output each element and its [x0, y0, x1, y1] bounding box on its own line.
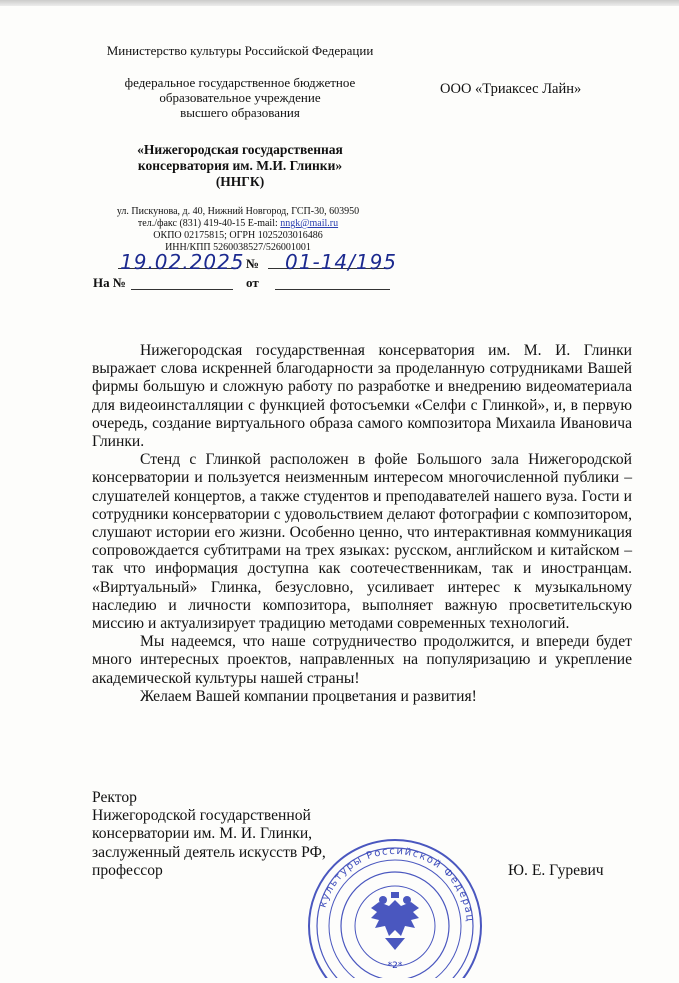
- ot-line: [275, 289, 390, 290]
- signature-title: Ректор Нижегородской государственной консерватории им. М. И. Глинки, заслуженный деятель искусств РФ, профессор: [92, 789, 326, 879]
- email-link[interactable]: nngk@mail.ru: [280, 218, 339, 229]
- scan-top-edge: [0, 0, 679, 6]
- org-name: «Нижегородская государственная консерватория им. М.И. Глинки» (ННГК): [137, 142, 343, 189]
- ministry-line: Министерство культуры Российской Федерации: [106, 43, 374, 58]
- paragraph: Стенд с Глинкой расположен в фойе Большого зала Нижегородской консерватории и пользуется неизменным интересом многочисленной публики – слушателей концертов, а также студентов и преподавателей нашего вуза. Гости и сотрудники консерватории с удовольствием делают фотографии с композитором, слушают истории его жизни. Особенно ценно, что интерактивная коммуникация сопровождается субтитрами на трех языках: русском, английском и китайском – так что информация доступна как соотечественникам, так и иностранцам. «Виртуальный» Глинка, безусловно, усиливает интерес к музыкальному наследию и личности композитора, выполняет важную просветительскую миссию и актуализирует традицию методами современных технологий.: [92, 451, 632, 633]
- address-block: ул. Пискунова, д. 40, Нижний Новгород, ГСП-30, 603950 тел./факс (831) 419-40-15 E-mail: nngk@mail.ru ОКПО 02175815; ОГРН 1025203016486 ИНН/КПП 5260038527/526001001: [116, 206, 360, 253]
- ot-label: от: [246, 275, 259, 290]
- org-type: федеральное государственное бюджетное образовательное учреждение высшего образования: [124, 75, 356, 120]
- handwritten-date: 19.02.2025: [120, 250, 245, 274]
- paragraph: Мы надеемся, что наше сотрудничество продолжится, и впереди будет много интересных проектов, направленных на популяризацию и укрепление академической культуры нашей страны!: [92, 633, 632, 687]
- number-sign: №: [246, 256, 260, 271]
- seal-graphic: [305, 808, 485, 978]
- svg-text:культуры Российской Федерации: культуры Российской Федерац: [317, 845, 476, 924]
- official-seal: [305, 808, 485, 978]
- paragraph: Желаем Вашей компании процветания и развития!: [140, 687, 477, 705]
- paragraph: Нижегородская государственная консерватория им. М. И. Глинки выражает слова искренней благодарности за проделанную сотрудниками Вашей фирмы большую и сложную работу по разработке и внедрению видеоматериала для видеоинсталляции с функцией фотосъемки «Селфи с Глинкой», и, в первую очередь, создание виртуального образа самого композитора Михаила Ивановича Глинки.: [92, 342, 632, 451]
- eagle-emblem-icon: [371, 892, 419, 950]
- handwritten-number: 01-14/195: [285, 250, 398, 274]
- signatory-name: Ю. Е. Гуревич: [508, 862, 604, 879]
- recipient: ООО «Триаксес Лайн»: [440, 81, 582, 97]
- svg-text:*2*: *2*: [387, 961, 403, 971]
- letter-body: [92, 342, 632, 706]
- na-line: [131, 289, 233, 290]
- na-label: На №: [93, 275, 126, 290]
